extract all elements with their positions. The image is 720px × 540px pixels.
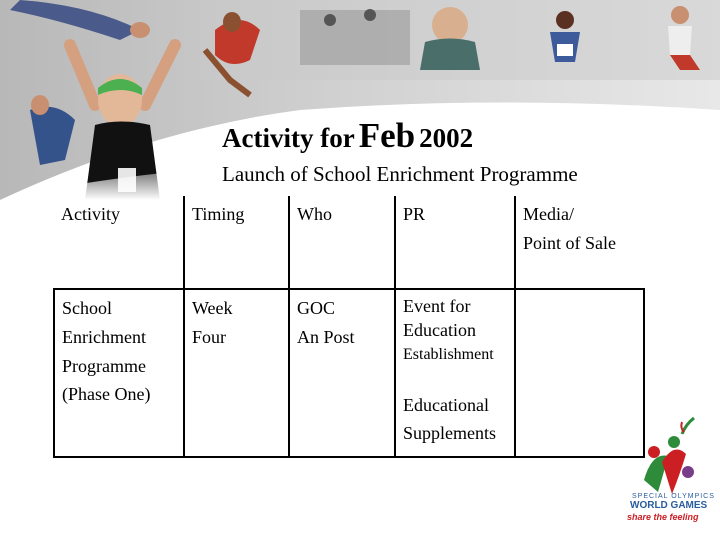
slide-subtitle: Launch of School Enrichment Programme — [222, 162, 578, 186]
cell-activity — [54, 289, 184, 457]
header-timing — [184, 196, 289, 289]
logo-text-special-olympics: SPECIAL OLYMPICS — [632, 493, 715, 500]
title-part-month: Feb — [358, 116, 416, 155]
timing-line: Four — [192, 326, 227, 347]
cell-pr — [395, 289, 515, 457]
header-pr-label: PR — [403, 204, 426, 224]
table-row — [54, 289, 644, 457]
pr-line: Educational — [403, 394, 489, 415]
header-media-label-line2: Point of Sale — [523, 232, 616, 253]
header-activity — [54, 196, 184, 289]
header-who-label: Who — [297, 204, 332, 224]
pr-line: Supplements — [403, 423, 496, 444]
who-line: GOC — [297, 298, 336, 318]
activity-line: School — [62, 298, 113, 318]
title-part-activity-for: Activity for — [222, 123, 355, 153]
header-timing-label: Timing — [192, 204, 245, 224]
slide-title — [222, 116, 473, 156]
header-media-label-line1: Media/ — [523, 204, 574, 224]
cell-timing — [184, 289, 289, 457]
activity-line: Programme — [62, 355, 146, 376]
activity-line: (Phase One) — [62, 384, 151, 405]
table-header-row — [54, 196, 644, 289]
timing-line: Week — [192, 298, 233, 318]
pr-line: Establishment — [403, 345, 494, 363]
header-media — [515, 196, 644, 289]
pr-line: Event for — [403, 296, 471, 316]
activity-table — [53, 196, 645, 458]
header-activity-label: Activity — [61, 204, 120, 224]
logo-text-world-games: WORLD GAMES — [630, 500, 708, 511]
title-part-year: 2002 — [419, 123, 474, 153]
logo-text-tagline: share the feeling — [627, 512, 699, 522]
who-line: An Post — [297, 326, 355, 347]
header-pr — [395, 196, 515, 289]
header-who — [289, 196, 395, 289]
pr-line: Education — [403, 320, 476, 341]
cell-who — [289, 289, 395, 457]
activity-line: Enrichment — [62, 326, 146, 347]
